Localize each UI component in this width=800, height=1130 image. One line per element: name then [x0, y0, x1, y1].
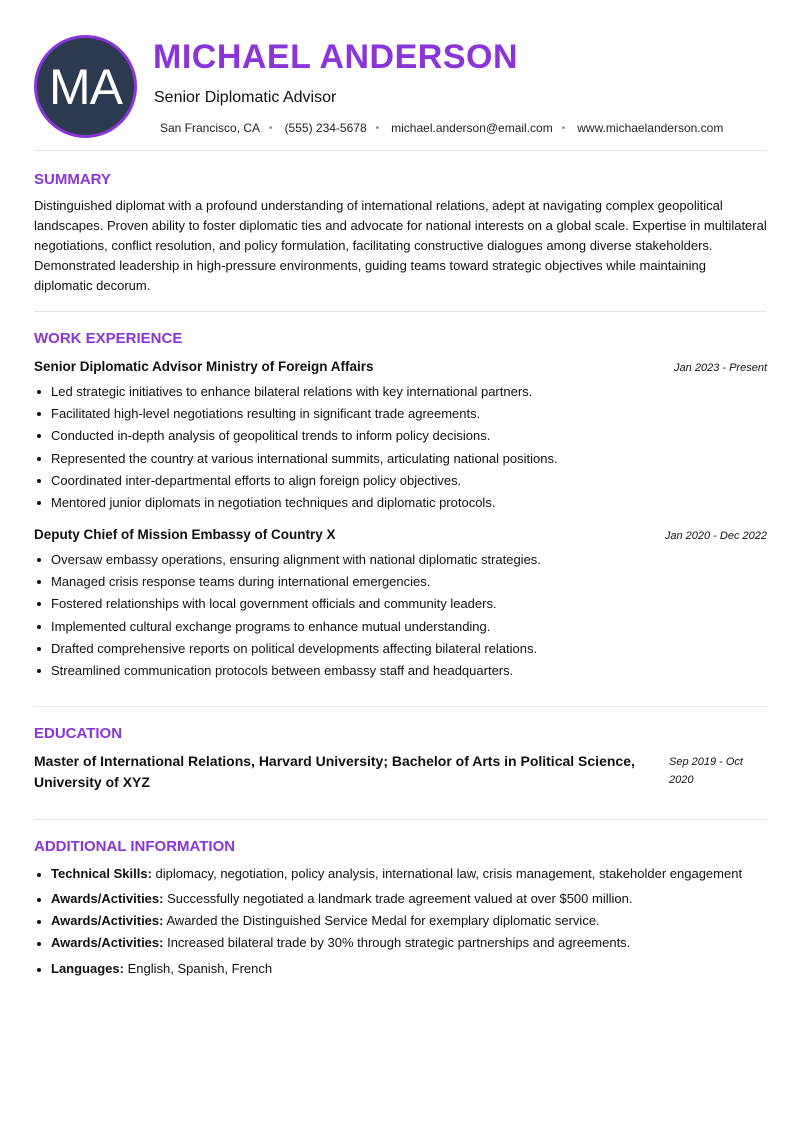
job-role: Senior Diplomatic Advisor Ministry of Foreign Affairs	[34, 359, 374, 374]
item-label: Awards/Activities:	[51, 913, 164, 928]
list-item	[34, 935, 630, 950]
bullet-separator-icon: •	[269, 122, 273, 134]
item-label: Technical Skills:	[51, 866, 152, 881]
section-title-summary: SUMMARY	[34, 171, 111, 188]
avatar	[34, 35, 137, 138]
job-bullets	[34, 549, 767, 682]
section-title-education: EDUCATION	[34, 725, 123, 742]
list-item: Led strategic initiatives to enhance bilateral relations with key international partners.	[34, 381, 767, 403]
bullet-separator-icon: •	[375, 122, 380, 134]
education-date: Sep 2019 - Oct 2020	[669, 756, 743, 786]
contact-phone: (555) 234-5678	[284, 121, 367, 135]
education-entry	[34, 751, 767, 793]
job-role: Deputy Chief of Mission Embassy of Country X	[34, 527, 336, 542]
item-text: Increased bilateral trade by 30% through strategic partnerships and agreements.	[163, 935, 631, 950]
job-header	[34, 527, 767, 542]
divider	[34, 150, 767, 151]
list-item	[34, 913, 600, 928]
avatar-initials: MA	[49, 58, 122, 115]
job-header	[34, 359, 767, 374]
item-text: Awarded the Distinguished Service Medal for exemplary diplomatic service.	[163, 913, 600, 928]
job-bullets	[34, 381, 767, 514]
list-item	[34, 961, 272, 976]
job-date: Jan 2023 - Present	[674, 362, 767, 374]
summary-text: Distinguished diplomat with a profound understanding of international relations, adept at navigating complex geopolitical landscapes. Proven ability to foster diplomatic ties and advocate for national interests on a global scale. Expertise in multilateral negotiations, conflict resolution, and policy formulation, facilitating constructive dialogues among diverse stakeholders. Demonstrated leadership in high-pressure environments, guiding teams toward strategic objectives while maintaining diplomatic decorum.	[34, 198, 767, 293]
list-item: Mentored junior diplomats in negotiation techniques and diplomatic protocols.	[34, 492, 767, 514]
item-text: diplomacy, negotiation, policy analysis, international law, crisis management, stakeholder engagement	[151, 866, 743, 881]
section-title-work-experience: WORK EXPERIENCE	[34, 330, 183, 347]
bullet-separator-icon: •	[561, 122, 566, 134]
candidate-title: Senior Diplomatic Advisor	[154, 89, 337, 106]
item-text: Successfully negotiated a landmark trade agreement valued at over $500 million.	[163, 891, 633, 906]
contact-website[interactable]: www.michaelanderson.com	[577, 121, 724, 135]
item-text: English, Spanish, French	[123, 961, 273, 976]
divider	[34, 311, 767, 312]
education-degree: Master of International Relations, Harvard University; Bachelor of Arts in Political Science, University of XYZ	[34, 753, 635, 790]
list-item: Streamlined communication protocols between embassy staff and headquarters.	[34, 660, 767, 682]
list-item: Oversaw embassy operations, ensuring alignment with national diplomatic strategies.	[34, 549, 767, 571]
item-label: Awards/Activities:	[51, 891, 164, 906]
list-item	[34, 866, 742, 881]
divider	[34, 706, 767, 707]
contact-bar	[160, 121, 723, 135]
divider	[34, 819, 767, 820]
candidate-name: MICHAEL ANDERSON	[153, 38, 519, 76]
list-item: Conducted in-depth analysis of geopolitical trends to inform policy decisions.	[34, 425, 767, 447]
section-title-additional-information: ADDITIONAL INFORMATION	[34, 838, 236, 855]
list-item: Managed crisis response teams during international emergencies.	[34, 571, 767, 593]
list-item	[34, 891, 632, 906]
contact-email[interactable]: michael.anderson@email.com	[391, 121, 553, 135]
list-item: Facilitated high-level negotiations resulting in significant trade agreements.	[34, 403, 767, 425]
list-item: Implemented cultural exchange programs to enhance mutual understanding.	[34, 616, 767, 638]
item-label: Awards/Activities:	[51, 935, 164, 950]
list-item: Drafted comprehensive reports on political developments affecting bilateral relations.	[34, 638, 767, 660]
job-date: Jan 2020 - Dec 2022	[664, 530, 767, 542]
list-item: Coordinated inter-departmental efforts to align foreign policy objectives.	[34, 470, 767, 492]
item-label: Languages:	[51, 961, 124, 976]
list-item: Represented the country at various international summits, articulating national positions.	[34, 448, 767, 470]
list-item: Fostered relationships with local government officials and community leaders.	[34, 593, 767, 615]
contact-location: San Francisco, CA	[160, 121, 261, 135]
